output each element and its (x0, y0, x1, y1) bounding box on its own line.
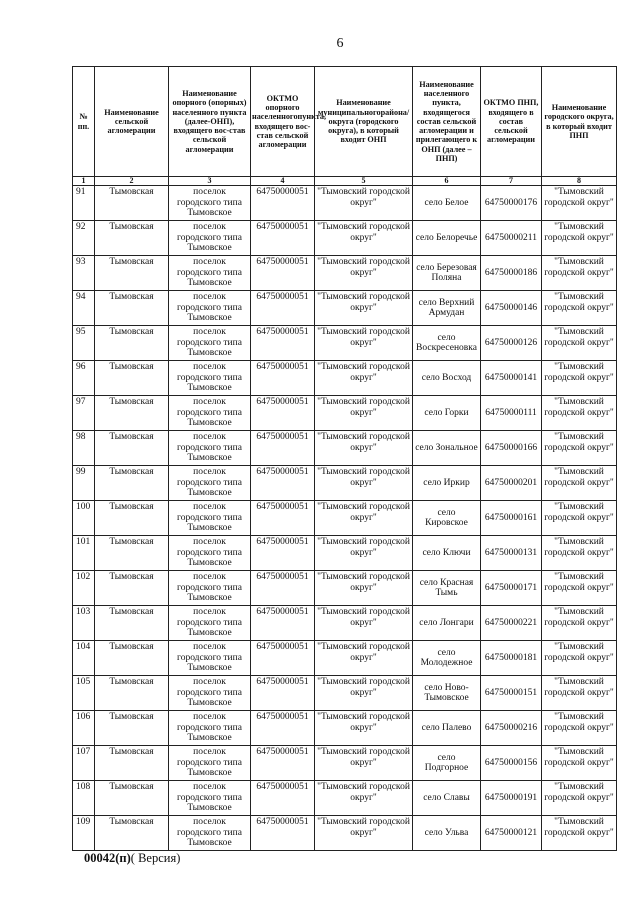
support-settlement: поселок городского типа Тымовское (169, 396, 251, 431)
support-settlement: поселок городского типа Тымовское (169, 326, 251, 361)
city-district-name: "Тымовский городской округ" (542, 466, 617, 501)
city-district-name: "Тымовский городской округ" (542, 816, 617, 851)
support-oktmo: 64750000051 (251, 746, 315, 781)
row-number: 104 (73, 641, 95, 676)
table-row (73, 641, 617, 676)
row-number: 102 (73, 571, 95, 606)
adjacent-settlement: село Красная Тымь (413, 571, 481, 606)
header-municipality: Наименование муниципальногорайона/округа (городского округа), в который входит ОНП (315, 67, 413, 177)
adjacent-settlement: село Кировское (413, 501, 481, 536)
support-settlement: поселок городского типа Тымовское (169, 641, 251, 676)
table-row (73, 571, 617, 606)
adjacent-settlement: село Ульва (413, 816, 481, 851)
support-oktmo: 64750000051 (251, 186, 315, 221)
support-settlement: поселок городского типа Тымовское (169, 746, 251, 781)
page-number: 6 (336, 36, 344, 51)
adjacent-oktmo: 64750000111 (481, 396, 542, 431)
support-oktmo: 64750000051 (251, 781, 315, 816)
municipality-name: "Тымовский городской округ" (315, 186, 413, 221)
municipality-name: "Тымовский городской округ" (315, 711, 413, 746)
row-number: 99 (73, 466, 95, 501)
row-number: 106 (73, 711, 95, 746)
support-oktmo: 64750000051 (251, 816, 315, 851)
support-oktmo: 64750000051 (251, 256, 315, 291)
support-settlement: поселок городского типа Тымовское (169, 501, 251, 536)
support-oktmo: 64750000051 (251, 291, 315, 326)
adjacent-settlement: село Иркир (413, 466, 481, 501)
support-settlement: поселок городского типа Тымовское (169, 431, 251, 466)
agglomeration-name: Тымовская (95, 396, 169, 431)
municipality-name: "Тымовский городской округ" (315, 536, 413, 571)
support-settlement: поселок городского типа Тымовское (169, 676, 251, 711)
column-number: 7 (481, 177, 542, 186)
support-settlement: поселок городского типа Тымовское (169, 256, 251, 291)
row-number: 96 (73, 361, 95, 396)
row-number: 92 (73, 221, 95, 256)
adjacent-settlement: село Воскресеновка (413, 326, 481, 361)
column-number: 8 (542, 177, 617, 186)
adjacent-oktmo: 64750000186 (481, 256, 542, 291)
city-district-name: "Тымовский городской округ" (542, 711, 617, 746)
adjacent-settlement: село Ключи (413, 536, 481, 571)
row-number: 95 (73, 326, 95, 361)
agglomeration-name: Тымовская (95, 221, 169, 256)
header-agglomeration: Наименование сельской агломерации (95, 67, 169, 177)
agglomeration-name: Тымовская (95, 186, 169, 221)
table-row (73, 466, 617, 501)
column-number: 6 (413, 177, 481, 186)
city-district-name: "Тымовский городской округ" (542, 256, 617, 291)
support-settlement: поселок городского типа Тымовское (169, 711, 251, 746)
adjacent-settlement: село Подгорное (413, 746, 481, 781)
table-row (73, 676, 617, 711)
document-version: ( Версия) (130, 851, 181, 865)
adjacent-settlement: село Верхний Армудан (413, 291, 481, 326)
agglomeration-name: Тымовская (95, 711, 169, 746)
adjacent-oktmo: 64750000201 (481, 466, 542, 501)
adjacent-settlement: село Белоречье (413, 221, 481, 256)
adjacent-oktmo: 64750000131 (481, 536, 542, 571)
municipality-name: "Тымовский городской округ" (315, 361, 413, 396)
table-row (73, 256, 617, 291)
column-number: 2 (95, 177, 169, 186)
city-district-name: "Тымовский городской округ" (542, 641, 617, 676)
city-district-name: "Тымовский городской округ" (542, 781, 617, 816)
adjacent-oktmo: 64750000126 (481, 326, 542, 361)
municipality-name: "Тымовский городской округ" (315, 641, 413, 676)
table-row (73, 536, 617, 571)
header-adjacent-settlement: Наименование населенного пункта, входящегося состав сельской агломерации и прилегающего к ОНП (далее – ПНП) (413, 67, 481, 177)
table-row (73, 606, 617, 641)
adjacent-settlement: село Березовая Поляна (413, 256, 481, 291)
agglomeration-name: Тымовская (95, 676, 169, 711)
support-oktmo: 64750000051 (251, 361, 315, 396)
adjacent-oktmo: 64750000161 (481, 501, 542, 536)
support-oktmo: 64750000051 (251, 466, 315, 501)
agglomeration-name: Тымовская (95, 816, 169, 851)
table-row (73, 326, 617, 361)
adjacent-settlement: село Ново-Тымовское (413, 676, 481, 711)
column-number: 1 (73, 177, 95, 186)
adjacent-settlement: село Славы (413, 781, 481, 816)
municipality-name: "Тымовский городской округ" (315, 326, 413, 361)
column-number: 5 (315, 177, 413, 186)
municipality-name: "Тымовский городской округ" (315, 291, 413, 326)
row-number: 93 (73, 256, 95, 291)
municipality-name: "Тымовский городской округ" (315, 396, 413, 431)
support-oktmo: 64750000051 (251, 711, 315, 746)
table-row (73, 711, 617, 746)
agglomeration-name: Тымовская (95, 536, 169, 571)
city-district-name: "Тымовский городской округ" (542, 571, 617, 606)
support-settlement: поселок городского типа Тымовское (169, 291, 251, 326)
city-district-name: "Тымовский городской округ" (542, 291, 617, 326)
table-row (73, 361, 617, 396)
support-oktmo: 64750000051 (251, 676, 315, 711)
support-oktmo: 64750000051 (251, 501, 315, 536)
table-row (73, 431, 617, 466)
city-district-name: "Тымовский городской округ" (542, 361, 617, 396)
support-oktmo: 64750000051 (251, 606, 315, 641)
agglomeration-name: Тымовская (95, 501, 169, 536)
agglomeration-name: Тымовская (95, 256, 169, 291)
city-district-name: "Тымовский городской округ" (542, 501, 617, 536)
support-settlement: поселок городского типа Тымовское (169, 781, 251, 816)
city-district-name: "Тымовский городской округ" (542, 536, 617, 571)
table-row (73, 186, 617, 221)
agglomeration-name: Тымовская (95, 606, 169, 641)
adjacent-oktmo: 64750000211 (481, 221, 542, 256)
adjacent-oktmo: 64750000176 (481, 186, 542, 221)
header-support-oktmo: ОКТМО опорного населенногопункта, входящего вос-став сельской агломерации (251, 67, 315, 177)
municipality-name: "Тымовский городской округ" (315, 676, 413, 711)
municipality-name: "Тымовский городской округ" (315, 746, 413, 781)
adjacent-settlement: село Зональное (413, 431, 481, 466)
row-number: 94 (73, 291, 95, 326)
agglomeration-name: Тымовская (95, 641, 169, 676)
municipality-name: "Тымовский городской округ" (315, 781, 413, 816)
row-number: 100 (73, 501, 95, 536)
adjacent-settlement: село Белое (413, 186, 481, 221)
adjacent-oktmo: 64750000166 (481, 431, 542, 466)
table-header-row (73, 67, 617, 177)
adjacent-oktmo: 64750000216 (481, 711, 542, 746)
municipality-name: "Тымовский городской округ" (315, 221, 413, 256)
support-oktmo: 64750000051 (251, 396, 315, 431)
support-settlement: поселок городского типа Тымовское (169, 361, 251, 396)
adjacent-oktmo: 64750000151 (481, 676, 542, 711)
agglomeration-name: Тымовская (95, 431, 169, 466)
agglomeration-name: Тымовская (95, 326, 169, 361)
municipality-name: "Тымовский городской округ" (315, 606, 413, 641)
support-settlement: поселок городского типа Тымовское (169, 466, 251, 501)
city-district-name: "Тымовский городской округ" (542, 431, 617, 466)
adjacent-settlement: село Палево (413, 711, 481, 746)
support-oktmo: 64750000051 (251, 221, 315, 256)
adjacent-oktmo: 64750000221 (481, 606, 542, 641)
adjacent-oktmo: 64750000141 (481, 361, 542, 396)
city-district-name: "Тымовский городской округ" (542, 676, 617, 711)
header-num: № пп. (73, 67, 95, 177)
row-number: 105 (73, 676, 95, 711)
row-number: 108 (73, 781, 95, 816)
table-row (73, 221, 617, 256)
agglomeration-name: Тымовская (95, 571, 169, 606)
row-number: 91 (73, 186, 95, 221)
row-number: 98 (73, 431, 95, 466)
support-oktmo: 64750000051 (251, 326, 315, 361)
row-number: 97 (73, 396, 95, 431)
agglomeration-name: Тымовская (95, 291, 169, 326)
adjacent-settlement: село Горки (413, 396, 481, 431)
column-numbers-row (73, 177, 617, 186)
document-code: 00042(п) (84, 851, 131, 865)
adjacent-settlement: село Лонгари (413, 606, 481, 641)
city-district-name: "Тымовский городской округ" (542, 326, 617, 361)
table-row (73, 291, 617, 326)
header-support-settlement: Наименование опорного (опорных) населенного пункта (далее-ОНП), входящего вос-став сельской агломерации (169, 67, 251, 177)
column-number: 3 (169, 177, 251, 186)
municipality-name: "Тымовский городской округ" (315, 501, 413, 536)
support-oktmo: 64750000051 (251, 431, 315, 466)
support-settlement: поселок городского типа Тымовское (169, 606, 251, 641)
adjacent-settlement: село Молодежное (413, 641, 481, 676)
row-number: 101 (73, 536, 95, 571)
table-row (73, 816, 617, 851)
settlements-table (72, 66, 617, 851)
city-district-name: "Тымовский городской округ" (542, 746, 617, 781)
support-settlement: поселок городского типа Тымовское (169, 221, 251, 256)
agglomeration-name: Тымовская (95, 781, 169, 816)
support-settlement: поселок городского типа Тымовское (169, 571, 251, 606)
municipality-name: "Тымовский городской округ" (315, 466, 413, 501)
city-district-name: "Тымовский городской округ" (542, 396, 617, 431)
table-row (73, 396, 617, 431)
agglomeration-name: Тымовская (95, 466, 169, 501)
municipality-name: "Тымовский городской округ" (315, 816, 413, 851)
row-number: 109 (73, 816, 95, 851)
agglomeration-name: Тымовская (95, 361, 169, 396)
support-oktmo: 64750000051 (251, 641, 315, 676)
municipality-name: "Тымовский городской округ" (315, 571, 413, 606)
table-row (73, 781, 617, 816)
support-settlement: поселок городского типа Тымовское (169, 536, 251, 571)
city-district-name: "Тымовский городской округ" (542, 221, 617, 256)
row-number: 103 (73, 606, 95, 641)
city-district-name: "Тымовский городской округ" (542, 186, 617, 221)
support-oktmo: 64750000051 (251, 571, 315, 606)
municipality-name: "Тымовский городской округ" (315, 431, 413, 466)
adjacent-oktmo: 64750000171 (481, 571, 542, 606)
municipality-name: "Тымовский городской округ" (315, 256, 413, 291)
row-number: 107 (73, 746, 95, 781)
table-row (73, 501, 617, 536)
table-row (73, 746, 617, 781)
adjacent-oktmo: 64750000191 (481, 781, 542, 816)
adjacent-oktmo: 64750000121 (481, 816, 542, 851)
adjacent-oktmo: 64750000156 (481, 746, 542, 781)
header-adjacent-oktmo: ОКТМО ПНП, входящего в состав сельской агломерации (481, 67, 542, 177)
header-city-district: Наименование городского округа, в который входит ПНП (542, 67, 617, 177)
document-footer (84, 851, 180, 866)
agglomeration-name: Тымовская (95, 746, 169, 781)
city-district-name: "Тымовский городской округ" (542, 606, 617, 641)
adjacent-settlement: село Восход (413, 361, 481, 396)
adjacent-oktmo: 64750000146 (481, 291, 542, 326)
column-number: 4 (251, 177, 315, 186)
adjacent-oktmo: 64750000181 (481, 641, 542, 676)
support-settlement: поселок городского типа Тымовское (169, 816, 251, 851)
support-settlement: поселок городского типа Тымовское (169, 186, 251, 221)
support-oktmo: 64750000051 (251, 536, 315, 571)
